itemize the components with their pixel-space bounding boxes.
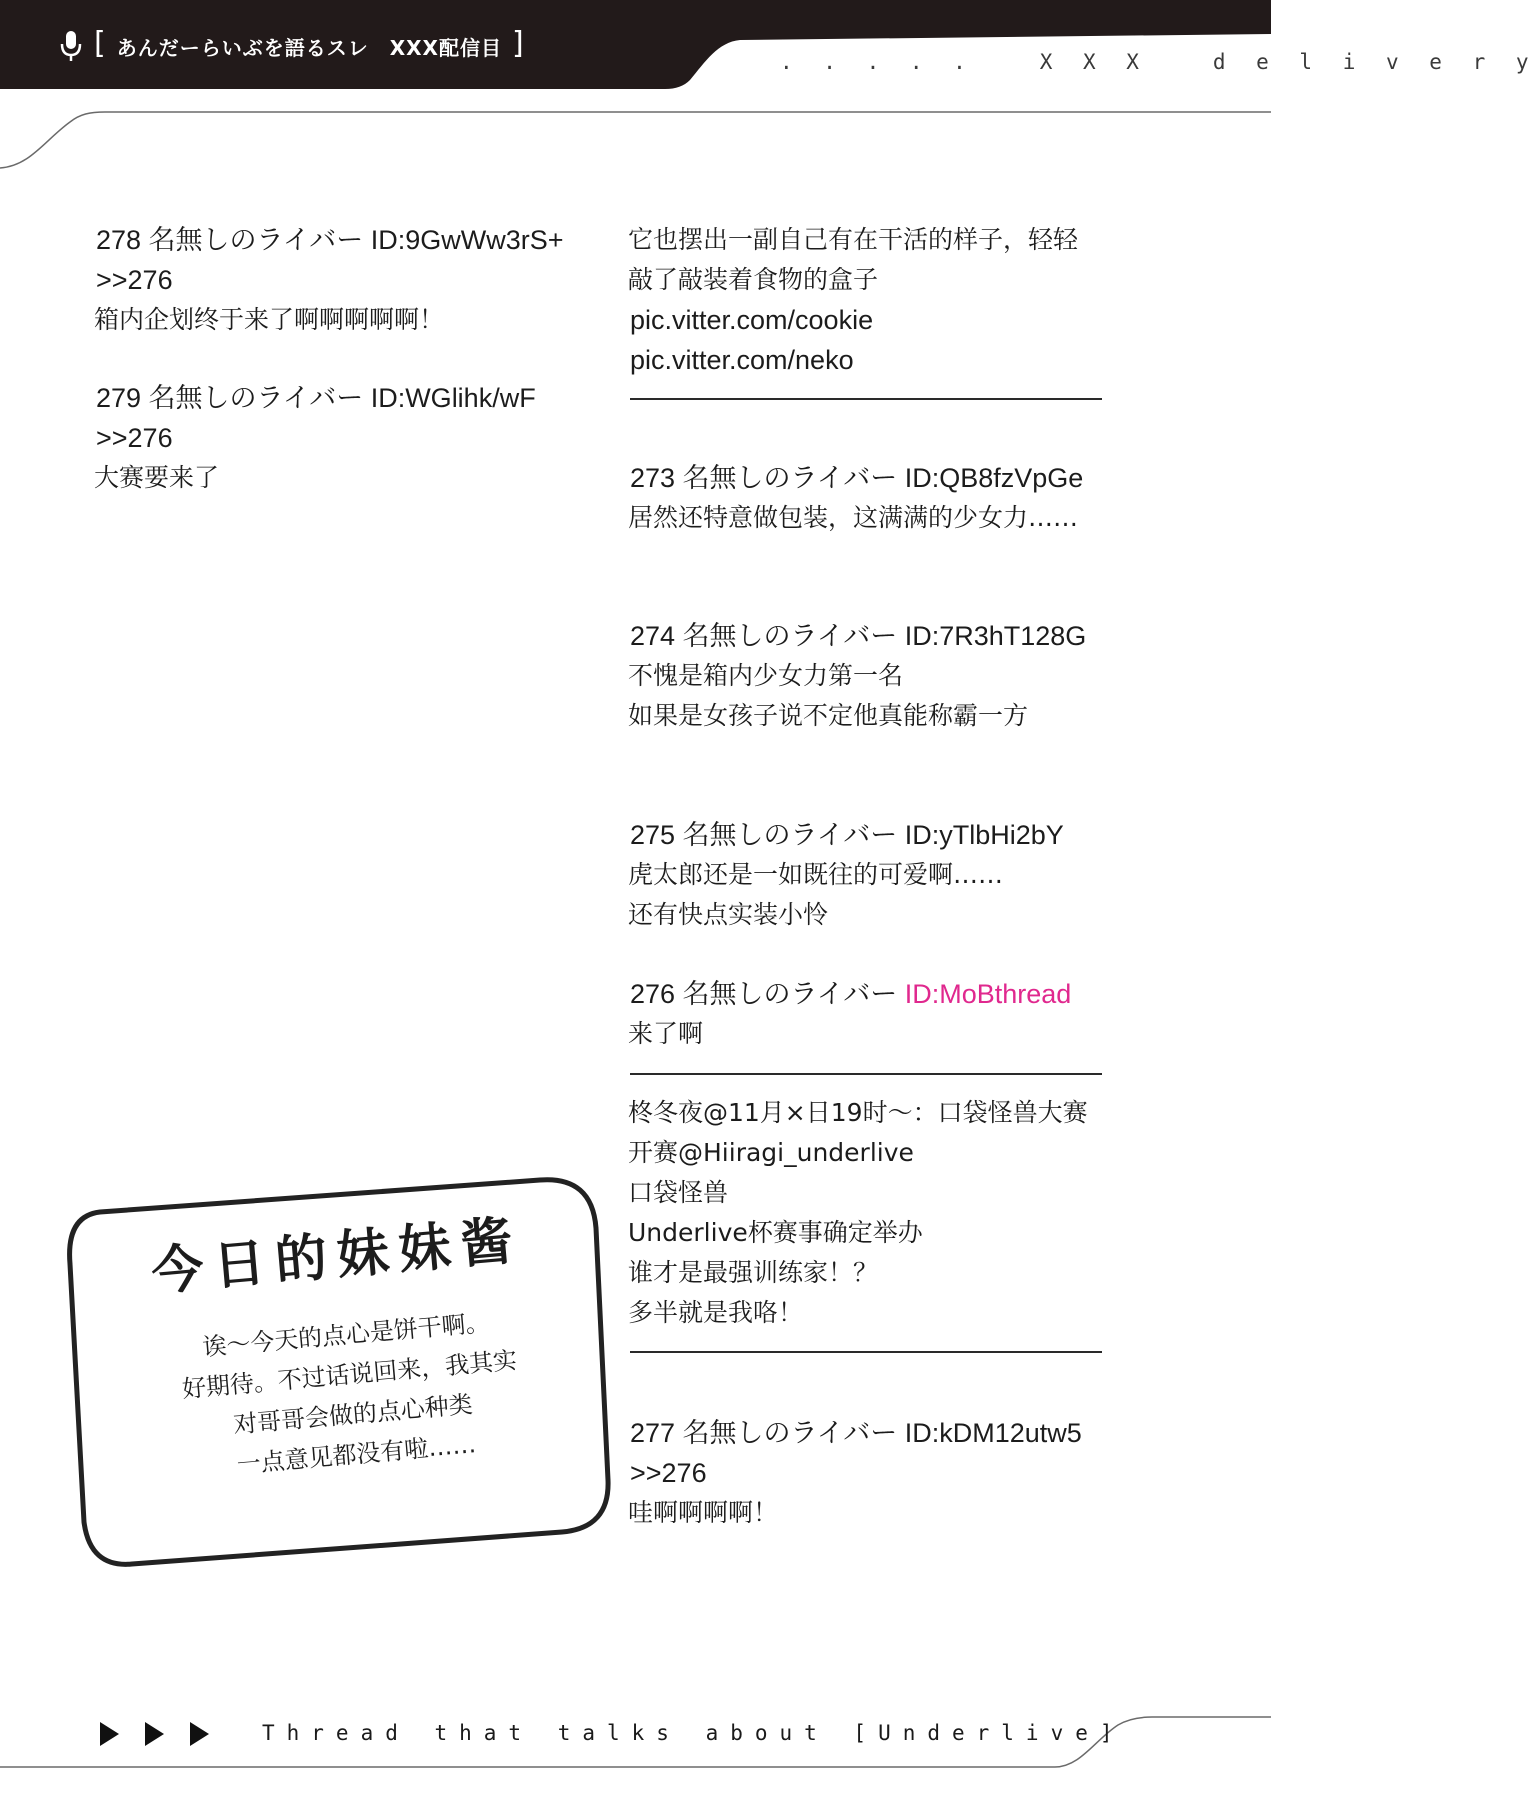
divider (630, 1073, 1102, 1075)
microphone-icon (58, 29, 84, 63)
post-body: 大赛要来了 (94, 463, 220, 492)
thread-title-text: あんだーらいぶを語るスレ XXX配信目 (116, 35, 502, 60)
post-header: 278 名無しのライバー ID:9GwWw3rS+ (96, 225, 564, 255)
post-header: 273 名無しのライバー ID:QB8fzVpGe (630, 463, 1084, 493)
announcement-line: 多半就是我咯！ (628, 1298, 804, 1327)
sister-card-line: 好期待。不过话说回来，我其实 (180, 1346, 519, 1404)
post-header: 274 名無しのライバー ID:7R3hT128G (630, 621, 1087, 651)
header-band (0, 0, 1271, 180)
post-body: 居然还特意做包装，这满满的少女力…… (628, 503, 1079, 532)
play-arrow-icon (190, 1722, 209, 1746)
post-header-prefix: 276 名無しのライバー (630, 979, 905, 1009)
post-body: 敲了敲装着食物的盒子 (628, 265, 879, 294)
bracket-close: ] (511, 26, 525, 61)
footer-arrows (100, 1722, 209, 1746)
post-body: 还有快点实装小怜 (628, 900, 829, 929)
post-header: 279 名無しのライバー ID:WGlihk/wF (96, 383, 536, 413)
post-header (630, 974, 1071, 1014)
poster-id-highlight: ID:MoBthread (904, 979, 1072, 1009)
announcement-line: 谁才是最强训练家！？ (628, 1258, 879, 1287)
post-body: 如果是女孩子说不定他真能称霸一方 (628, 701, 1029, 730)
post-body: 虎太郎还是一如既往的可爱啊…… (628, 860, 1004, 889)
post-reply-link[interactable]: >>276 (630, 1458, 707, 1488)
sister-card-line: 对哥哥会做的点心种类 (232, 1390, 474, 1440)
bracket-open: [ (94, 26, 107, 61)
footer-tagline: Thread that talks about [Underlive] (262, 1721, 1125, 1745)
post-header: 275 名無しのライバー ID:yTlbHi2bY (630, 820, 1064, 850)
sister-card-line: 一点意见都没有啦…… (235, 1430, 478, 1479)
play-arrow-icon (100, 1722, 119, 1746)
post-continuation (628, 220, 1078, 380)
announcement-line: 开赛@Hiiragi_underlive (628, 1138, 914, 1167)
announcement (628, 1093, 1088, 1333)
play-arrow-icon (145, 1722, 164, 1746)
post-275 (630, 815, 1064, 935)
post-277 (630, 1413, 1082, 1533)
post-body: 箱内企划终于来了啊啊啊啊啊！ (94, 305, 445, 334)
delivery-subtitle: . . . . . X X X d e l i v e r y (780, 50, 1538, 74)
pic-link-cookie[interactable]: pic.vitter.com/cookie (630, 305, 874, 335)
post-body: 哇啊啊啊啊！ (628, 1498, 779, 1527)
post-header: 277 名無しのライバー ID:kDM12utw5 (630, 1418, 1082, 1448)
post-body: 它也摆出一副自己有在干活的样子，轻轻 (628, 225, 1079, 254)
post-274 (630, 616, 1086, 736)
announcement-line: 口袋怪兽 (628, 1178, 729, 1207)
post-reply-link[interactable]: >>276 (96, 265, 173, 295)
post-body: 来了啊 (628, 1019, 704, 1048)
thread-title (58, 28, 525, 64)
sister-card-title: 今日的妹妹酱 (149, 1209, 525, 1303)
post-276 (630, 974, 1071, 1054)
sister-card-body (150, 1298, 552, 1491)
announcement-line: 柊冬夜@11月×日19时～：口袋怪兽大赛 (628, 1098, 1088, 1127)
post-273 (630, 458, 1083, 538)
sister-card-line: 诶～今天的点心是饼干啊。 (201, 1308, 491, 1362)
divider (630, 398, 1102, 400)
footer-line (0, 1700, 1271, 1807)
post-278 (96, 220, 564, 340)
announcement-line: Underlive杯赛事确定举办 (628, 1218, 923, 1247)
post-body: 不愧是箱内少女力第一名 (628, 661, 904, 690)
pic-link-neko[interactable]: pic.vitter.com/neko (630, 345, 854, 375)
post-279 (96, 378, 536, 498)
post-reply-link[interactable]: >>276 (96, 423, 173, 453)
divider (630, 1351, 1102, 1353)
